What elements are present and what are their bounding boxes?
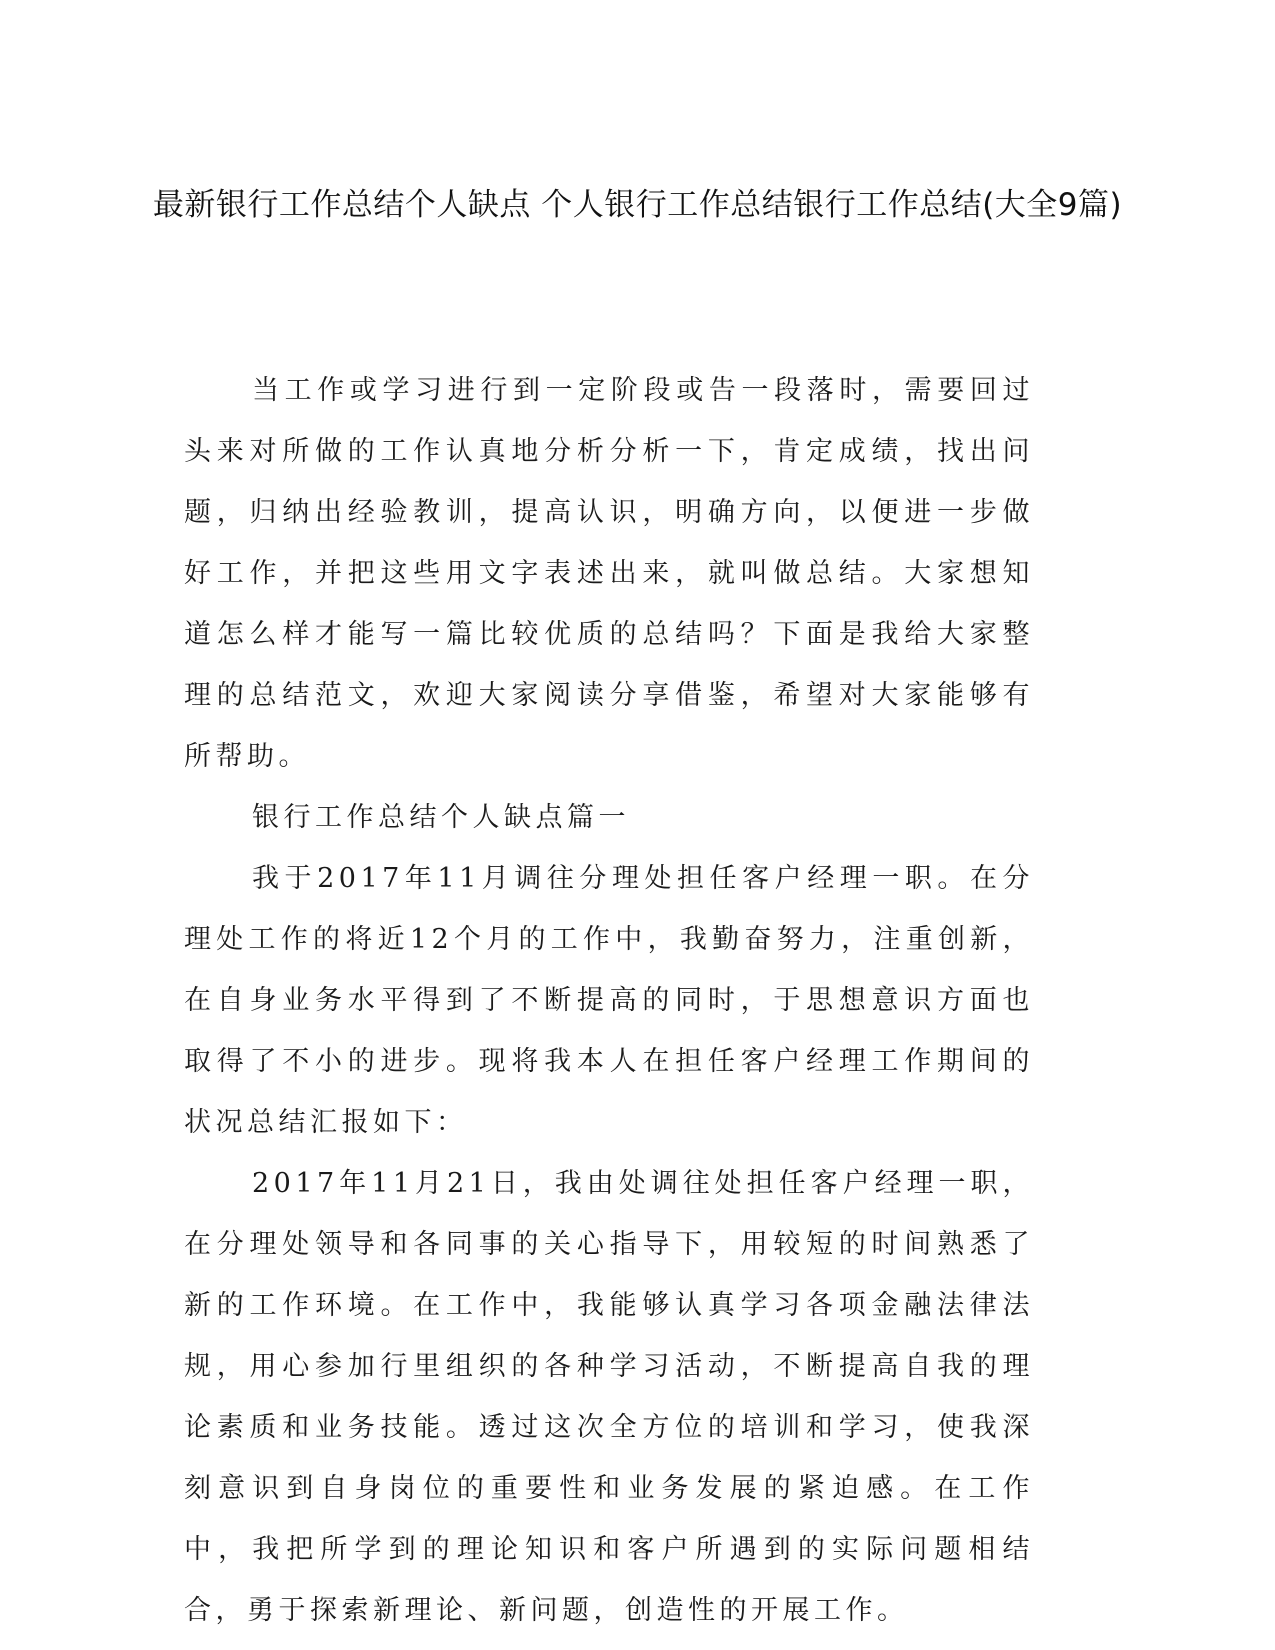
section-heading: 银行工作总结个人缺点篇一 bbox=[252, 802, 630, 833]
document-body bbox=[184, 360, 1034, 1641]
body-paragraph: 2017年11月21日，我由处调往处担任客户经理一职，在分理处领导和各同事的关心指导下，用较短的时间熟悉了新的工作环境。在工作中，我能够认真学习各项金融法律法规，用心参加行里组织的各种学习活动，不断提高自我的理论素质和业务技能。透过这次全方位的培训和学习，使我深刻意识到自身岗位的重要性和业务发展的紧迫感。在工作中，我把所学到的理论知识和客户所遇到的实际问题相结合，勇于探索新理论、新问题，创造性的开展工作。 bbox=[184, 1168, 1034, 1626]
body-paragraph: 我于2017年11月调往分理处担任客户经理一职。在分理处工作的将近12个月的工作中，我勤奋努力，注重创新，在自身业务水平得到了不断提高的同时，于思想意识方面也取得了不小的进步。现将我本人在担任客户经理工作期间的状况总结汇报如下： bbox=[184, 863, 1034, 1138]
document-title: 最新银行工作总结个人缺点 个人银行工作总结银行工作总结(大全9篇) bbox=[152, 187, 1123, 223]
intro-paragraph: 当工作或学习进行到一定阶段或告一段落时，需要回过头来对所做的工作认真地分析分析一下，肯定成绩，找出问题，归纳出经验教训，提高认识，明确方向，以便进一步做好工作，并把这些用文字表述出来，就叫做总结。大家想知道怎么样才能写一篇比较优质的总结吗？下面是我给大家整理的总结范文，欢迎大家阅读分享借鉴，希望对大家能够有所帮助。 bbox=[184, 375, 1034, 772]
